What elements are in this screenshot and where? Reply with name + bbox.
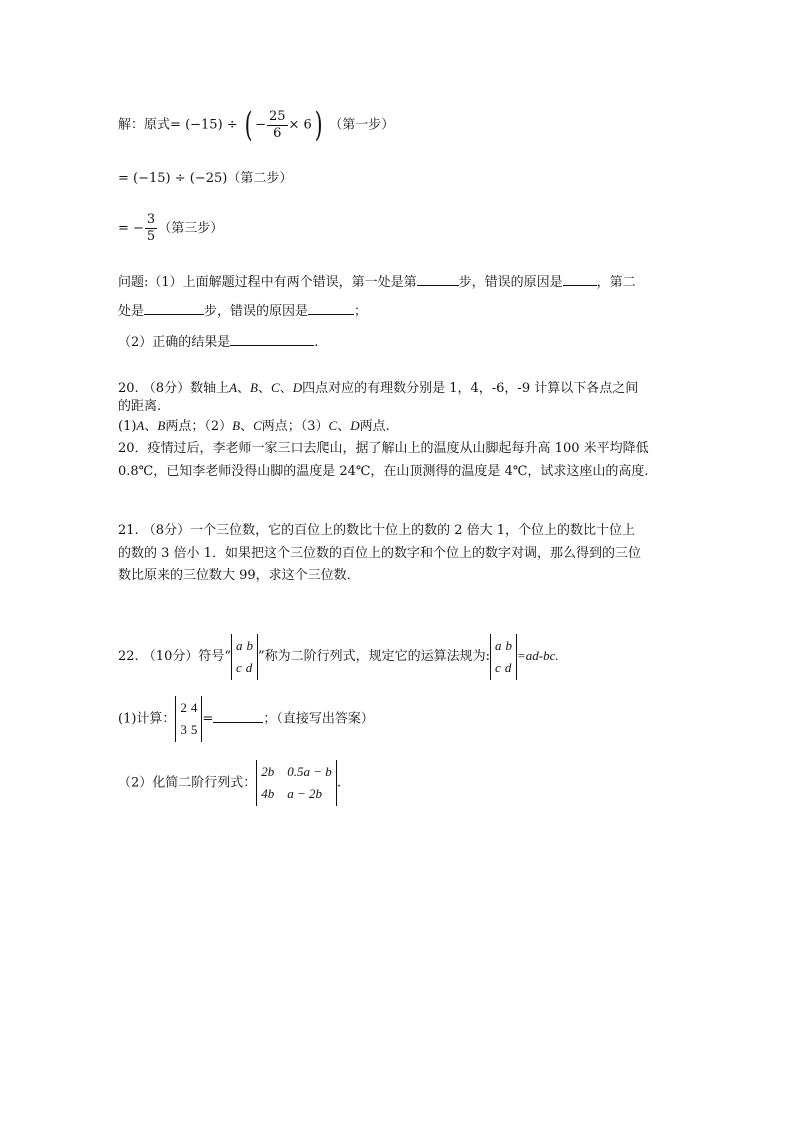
solution-step-2 (118, 170, 292, 188)
solution-step-1 (118, 105, 395, 145)
sep: 、 (258, 381, 272, 396)
solution-step-3 (118, 212, 223, 245)
determinant-simplify (256, 760, 337, 806)
point-c: C (328, 418, 338, 433)
point-a: A (136, 418, 145, 433)
question-text: 处是 (118, 304, 145, 319)
det-cell: b (246, 637, 253, 653)
question-text: ； (354, 304, 368, 319)
point-c: C (253, 418, 262, 433)
question-text: ，第二 (596, 275, 636, 290)
answer-blank-3[interactable] (144, 301, 204, 315)
det-cell: a (236, 637, 243, 653)
det-row (261, 761, 332, 783)
question-text: 步，错误的原因是 (458, 275, 563, 290)
det-cell: d (504, 659, 512, 675)
q20b-text: 20．疫情过后，李老师一家三口去爬山，据了解山上的温度从山脚起每升高 100 米平均降低 (118, 441, 649, 456)
det-cell: 4 (190, 700, 198, 715)
frac-den: 5 (146, 229, 156, 244)
determinant-abcd (231, 634, 258, 680)
sep: 、 (240, 419, 254, 434)
answer-blank-1[interactable] (417, 272, 459, 286)
q20a-line-2 (118, 398, 161, 416)
det-cell: a (495, 637, 502, 653)
q21-text: 的数的 3 倍小 1．如果把这个三位数的百位上的数字和个位上的数字对调，那么得到的三位 (118, 546, 641, 561)
det-row (180, 697, 197, 719)
q22-text: ”称为二阶行列式，规定它的运算法规为: (258, 649, 491, 664)
sep: 、 (279, 381, 293, 396)
step3-eq: = − (118, 221, 144, 236)
det-cell: 2 (180, 700, 187, 715)
q22-text: = (202, 711, 214, 727)
det-cell: a − 2b (287, 786, 323, 801)
q21-text: 数比原来的三位数大 99，求这个三位数． (118, 568, 360, 583)
det-row (495, 657, 512, 679)
det-cell: d (245, 659, 253, 675)
q20a-text: 四点对应的有理数分别是 1，4，-6，-9 计算以下各点之间 (302, 381, 639, 396)
q22-text: ；（直接写出答案） (263, 711, 374, 727)
q20a-line-1 (118, 379, 638, 398)
q21-line-1 (118, 522, 635, 540)
answer-blank-5[interactable] (230, 332, 314, 346)
point-b: B (250, 380, 258, 395)
q20a-text: 两点. (359, 419, 390, 434)
q20b-line-1 (118, 440, 649, 458)
det-row (180, 719, 197, 741)
right-paren: ) (314, 105, 323, 145)
det-row (236, 657, 253, 679)
q20a-text: (1) (118, 419, 137, 434)
q22-text: (1)计算： (118, 711, 176, 727)
answer-blank-6[interactable] (213, 709, 263, 723)
rule-formula: =ad-bc. (517, 648, 559, 663)
step1-times: × 6 (288, 117, 312, 133)
step1-eq: = (170, 117, 181, 133)
det-cell: 3 (180, 722, 187, 737)
q22-sub-2 (118, 760, 341, 807)
det-cell: 0.5a − b (287, 764, 332, 779)
det-row (261, 783, 332, 805)
answer-blank-2[interactable] (563, 272, 597, 286)
det-cell: 4b (261, 786, 275, 801)
q20a-text: 两点；（2） (165, 419, 233, 434)
step2-note: （第二步） (227, 171, 293, 186)
step1-note: （第一步） (329, 117, 395, 133)
frac-den: 6 (267, 125, 288, 142)
question-text: 步，错误的原因是 (204, 304, 309, 319)
sep: 、 (337, 419, 351, 434)
step3-note: （第三步） (158, 221, 224, 236)
question-line-1 (118, 272, 636, 292)
question-line-2 (118, 301, 367, 321)
answer-blank-4[interactable] (308, 301, 354, 315)
q22-text: （2）化简二阶行列式： (118, 775, 257, 791)
q20b-line-2 (118, 463, 649, 481)
frac-num: 3 (146, 212, 156, 227)
fraction-25-6 (267, 109, 288, 142)
point-b: B (232, 418, 241, 433)
q22-text: . (336, 775, 341, 791)
q22-line (118, 633, 559, 680)
step2-expr: = (−15) ÷ (−25) (118, 171, 228, 186)
fraction-3-5 (145, 212, 157, 245)
step1-minus: − (255, 117, 266, 133)
determinant-rule (490, 634, 517, 680)
determinant-2435 (175, 696, 202, 742)
q22-sub-1 (118, 696, 374, 743)
q20a-text: 两点；（3） (261, 419, 329, 434)
left-paren: ( (244, 105, 253, 145)
det-cell: c (236, 659, 242, 675)
point-d: D (350, 418, 360, 433)
det-cell: c (495, 659, 501, 675)
step1-prefix: 解：原式 (118, 117, 171, 133)
q20a-text: 的距离. (118, 399, 162, 414)
det-cell: b (505, 637, 513, 653)
frac-num: 25 (268, 108, 286, 124)
q20a-text: 20. （8分）数轴上 (118, 381, 230, 396)
sep: 、 (237, 381, 251, 396)
question-text: . (314, 335, 319, 350)
q20b-text: 0.8℃，已知李老师没得山脚的温度是 24℃，在山顶测得的温度是 4℃，试求这座山的高度. (118, 464, 649, 479)
point-c: C (271, 380, 280, 395)
q20a-line-3 (118, 417, 390, 436)
det-row (495, 635, 512, 657)
question-text: 问题:（1）上面解题过程中有两个错误，第一处是第 (118, 275, 417, 290)
step1-expr: (−15) ÷ (185, 117, 238, 133)
question-line-3 (118, 332, 318, 352)
q21-text: 21. （8分）一个三位数，它的百位上的数比十位上的数的 2 倍大 1，个位上的数比十位上 (118, 523, 636, 538)
q22-text: 22. （10分）符号“ (118, 649, 231, 664)
q21-line-3 (118, 567, 360, 585)
det-cell: 5 (190, 722, 198, 737)
q21-line-2 (118, 545, 641, 563)
question-text: （2）正确的结果是 (118, 335, 231, 350)
sep: 、 (144, 419, 158, 434)
det-row (236, 635, 253, 657)
point-b: B (157, 418, 166, 433)
point-d: D (292, 380, 303, 395)
det-cell: 2b (261, 764, 275, 779)
point-a: A (229, 380, 238, 395)
